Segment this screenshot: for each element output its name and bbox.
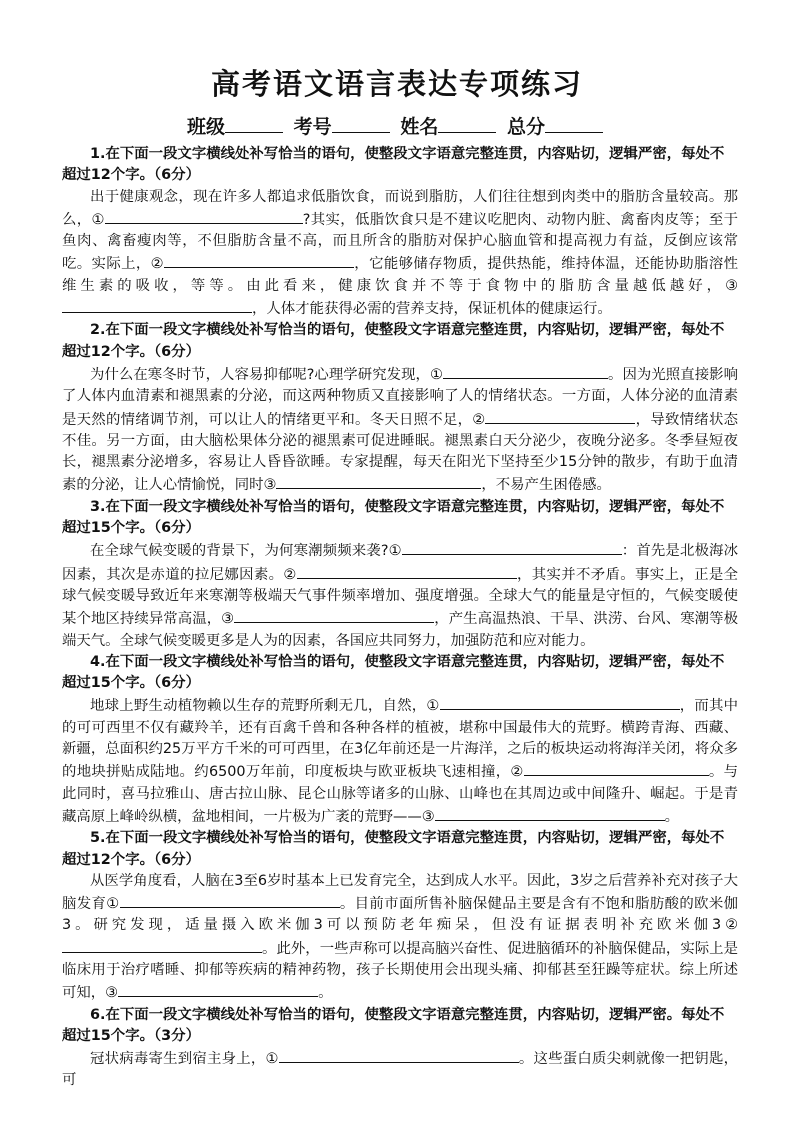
passage-text: 。与此同时，喜马拉雅山、唐古拉山脉、昆仑山脉等诸多的山脉、山峰也在其周边或中间隆升、崛起。于是青藏高原上峰岭纵横，盆地相间，一片极为广袤的荒野——③: [62, 764, 738, 825]
passage-text: 。: [664, 808, 680, 825]
answer-blank-1[interactable]: [105, 208, 303, 224]
answer-blank-1[interactable]: [440, 694, 680, 710]
passage-text: 冠状病毒寄生到宿主身上，①: [90, 1051, 279, 1068]
answer-blank-2[interactable]: [524, 760, 709, 776]
answer-blank-1[interactable]: [279, 1047, 519, 1063]
number-blank[interactable]: [332, 114, 390, 133]
passage-text: ，产生高温热浪、干旱、洪涝、台风、寒潮等极端天气。全球气候变暖更多是人为的因素，各国应共同努力，加强防范和应对能力。: [62, 611, 738, 649]
answer-blank-2[interactable]: [164, 252, 354, 268]
answer-blank-3[interactable]: [62, 297, 252, 313]
answer-blank-3[interactable]: [118, 981, 318, 997]
page-title: 高考语文语言表达专项练习: [210, 67, 583, 101]
question-3-passage: [62, 539, 738, 651]
answer-blank-2[interactable]: [297, 563, 517, 579]
passage-text: 。此外，一些声称可以提高脑兴奋性、促进脑循环的补脑保健品，实际上是临床用于治疗嗜睡、抑郁等疾病的精神药物，孩子长期使用会出现头痛、抑郁甚至狂躁等症状。综上所述可知，③: [62, 940, 738, 1002]
answer-blank-1[interactable]: [402, 539, 622, 555]
passage-text: 。: [318, 985, 333, 1002]
passage-text: ，其实并不矛盾。事实上，正是全球气候变暖导致近年来寒潮等极端天气事件频率增加、强度增强。全球大气的能量是守恒的，气候变暖使某个地区持续异常高温，③: [62, 566, 738, 628]
answer-blank-1[interactable]: [443, 363, 608, 379]
questions-content: [62, 144, 738, 1092]
passage-text: 为什么在寒冬时节，人容易抑郁呢?心理学研究发现，①: [90, 366, 443, 383]
question-1-stem: 1.在下面一段文字横线处补写恰当的语句，使整段文字语意完整连贯，内容贴切，逻辑严密，每处不超过12个字。（6分）: [62, 146, 725, 184]
passage-text: 在全球气候变暖的背景下，为何寒潮频频来袭?①: [90, 543, 402, 560]
question-1-passage: [62, 187, 738, 321]
class-blank[interactable]: [225, 114, 283, 133]
question-6-passage: [62, 1047, 738, 1092]
class-label: 班级: [187, 116, 226, 138]
name-label: 姓名: [400, 116, 439, 138]
name-blank[interactable]: [438, 114, 496, 133]
passage-text: 。目前市面所售补脑保健品主要是含有不饱和脂肪酸的欧米伽3。研究发现，适量摄入欧米伽3可以预防老年痴呆，但没有证据表明补充欧米伽3②: [62, 896, 738, 934]
passage-text: ，导致情绪状态不佳。另一方面，由大脑松果体分泌的褪黑素可促进睡眠。褪黑素白天分泌少，夜晚分泌多。冬季昼短夜长，褪黑素分泌增多，容易让人昏昏欲睡。专家提醒，每天在阳光下坚持至少15分钟的散步，有助于血清素的分泌，让人心情愉悦，同时③: [62, 411, 738, 494]
score-blank[interactable]: [545, 114, 603, 133]
passage-text: ，而其中的可可西里不仅有藏羚羊，还有百禽千兽和各种各样的植被，堪称中国最伟大的荒野。横跨青海、西藏、新疆，总面积约25万平方千米的可可西里，在3亿年前还是一片海洋，之后的板块运动将海洋关闭，将众多的地块拼贴成陆地。约6500万年前，印度板块与欧亚板块飞速相撞，②: [62, 698, 738, 781]
question-2-passage: [62, 363, 738, 497]
question-4-stem: 4.在下面一段文字横线处补写恰当的语句，使整段文字语意完整连贯，内容贴切，逻辑严密，每处不超过15个字。（6分）: [62, 653, 725, 692]
passage-text: 从医学角度看，人脑在3至6岁时基本上已发育完全，达到成人水平。因此，3岁之后营养补充对孩子大脑发育①: [62, 872, 738, 913]
passage-text: 。因为光照直接影响了人体内血清素和褪黑素的分泌，而这两种物质又直接影响了人的情绪状态。一方面，人体分泌的血清素是天然的情绪调节剂，可以让人的情绪更平和。冬天日照不足，②: [62, 366, 738, 428]
question-5-passage: [62, 871, 738, 1005]
question-4-passage: [62, 694, 738, 828]
passage-text: 地球上野生动植物赖以生存的荒野所剩无几，自然，①: [90, 698, 440, 715]
number-label: 考号: [293, 116, 332, 138]
answer-blank-1[interactable]: [120, 892, 340, 908]
answer-blank-2[interactable]: [62, 937, 262, 953]
question-3-stem: 3.在下面一段文字横线处补写恰当的语句，使整段文字语意完整连贯，内容贴切，逻辑严密，每处不超过15个字。（6分）: [62, 498, 725, 537]
answer-blank-3[interactable]: [234, 607, 434, 623]
passage-text: ：首先是北极海冰因素，其次是赤道的拉尼娜因素。②: [62, 543, 738, 583]
passage-text: ，它能够储存物质，提供热能，维持体温，还能协助脂溶性维生素的吸收，等等。由此看来，健康饮食并不等于食物中的脂肪含量越低越好，③: [62, 256, 738, 294]
passage-text: ，人体才能获得必需的营养支持，保证机体的健康运行。: [252, 301, 612, 318]
answer-blank-3[interactable]: [435, 805, 665, 821]
score-label: 总分: [506, 116, 545, 138]
passage-text: 出于健康观念，现在许多人都追求低脂饮食，而说到脂肪，人们往往想到肉类中的脂肪含量较高。那么，①: [62, 188, 738, 228]
passage-text: ?其实，低脂饮食只是不建议吃肥肉、动物内脏、禽畜肉皮等；至于鱼肉、禽畜瘦肉等，不但脂肪含量不高，而且所含的脂肪对保护心脑血管和提高视力有益，反倒应该常吃。实际上，②: [62, 211, 738, 273]
answer-blank-3[interactable]: [276, 473, 481, 489]
passage-text: ，不易产生困倦感。: [481, 477, 611, 494]
student-info-row: [0, 112, 794, 139]
question-5-stem: 5.在下面一段文字横线处补写恰当的语句，使整段文字语意完整连贯，内容贴切，逻辑严密，每处不超过12个字。（6分）: [62, 830, 725, 868]
question-2-stem: 2.在下面一段文字横线处补写恰当的语句，使整段文字语意完整连贯，内容贴切，逻辑严密，每处不超过12个字。（6分）: [62, 322, 725, 360]
question-6-stem: 6.在下面一段文字横线处补写恰当的语句，使整段文字语意完整连贯，内容贴切，逻辑严密。每处不超过15个字。（3分）: [62, 1006, 725, 1044]
passage-text: 。这些蛋白质尖刺就像一把钥匙，可: [62, 1051, 738, 1089]
answer-blank-2[interactable]: [485, 408, 635, 424]
